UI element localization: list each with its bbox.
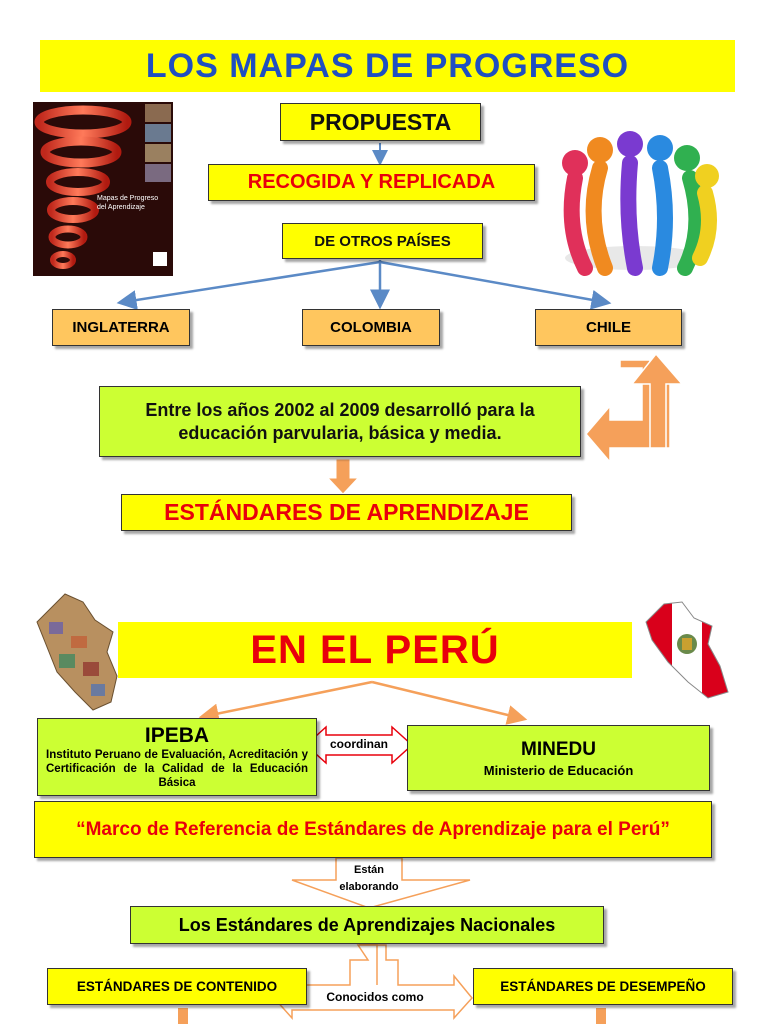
peru-map-collage (35, 592, 120, 712)
country-colombia (302, 309, 440, 346)
ipeba-box (37, 718, 317, 796)
desempeno-label: ESTÁNDARES DE DESEMPEÑO (500, 979, 706, 994)
periodo-text: Entre los años 2002 al 2009 desarrolló para la educación parvularia, básica y media. (145, 399, 535, 443)
country-inglaterra (52, 309, 190, 346)
conocidos-como-label: Conocidos como (326, 990, 424, 1004)
recogida-box (208, 164, 535, 201)
arrow-peru-ipeba (206, 682, 372, 716)
country-label: CHILE (586, 319, 631, 336)
contenido-down-stub (178, 1008, 188, 1024)
arrow-otros-inglaterra (124, 262, 380, 302)
main-title: LOS MAPAS DE PROGRESO (145, 46, 630, 85)
desempeno-box (473, 968, 733, 1005)
otros-paises-label: DE OTROS PAÍSES (314, 232, 451, 250)
marco-text: “Marco de Referencia de Estándares de Aprendizaje para el Perú” (76, 818, 670, 840)
nacionales-box (130, 906, 604, 944)
estandares-box (121, 494, 572, 531)
minedu-title: MINEDU (521, 738, 596, 760)
peru-flag-map (642, 600, 734, 700)
peru-title-banner (118, 622, 632, 678)
estan-elaborando-label: Están elaborando (339, 864, 399, 893)
ipeba-desc: Instituto Peruano de Evaluación, Acreditación y Certificación de la Calidad de la Educación Básica (46, 749, 308, 789)
marco-box (34, 801, 712, 858)
minedu-box (407, 725, 710, 791)
contenido-box (47, 968, 307, 1005)
peru-title: EN EL PERÚ (250, 627, 500, 672)
contenido-label: ESTÁNDARES DE CONTENIDO (76, 979, 278, 994)
country-chile (535, 309, 682, 346)
peru-map-graphic (35, 592, 120, 712)
country-label: INGLATERRA (72, 319, 170, 336)
periodo-box (99, 386, 581, 457)
desempeno-down-stub (596, 1008, 606, 1024)
propuesta-box (280, 103, 481, 141)
ipeba-title: IPEBA (144, 724, 210, 747)
arrow-peru-minedu (372, 682, 520, 718)
otros-paises-box (282, 223, 483, 259)
book-title: Mapas de Progreso del Aprendizaje (97, 195, 159, 211)
country-label: COLOMBIA (330, 319, 412, 336)
arrow-otros-chile (380, 262, 604, 302)
minedu-desc: Ministerio de Educación (483, 762, 634, 778)
recogida-label: RECOGIDA Y REPLICADA (247, 171, 496, 193)
estandares-label: ESTÁNDARES DE APRENDIZAJE (164, 499, 529, 525)
propuesta-label: PROPUESTA (309, 108, 452, 135)
nacionales-label: Los Estándares de Aprendizajes Nacionales (178, 914, 556, 935)
arrow-periodo-estandares (328, 459, 358, 494)
coordinan-label: coordinan (329, 737, 388, 751)
peru-flag-graphic (642, 600, 734, 700)
